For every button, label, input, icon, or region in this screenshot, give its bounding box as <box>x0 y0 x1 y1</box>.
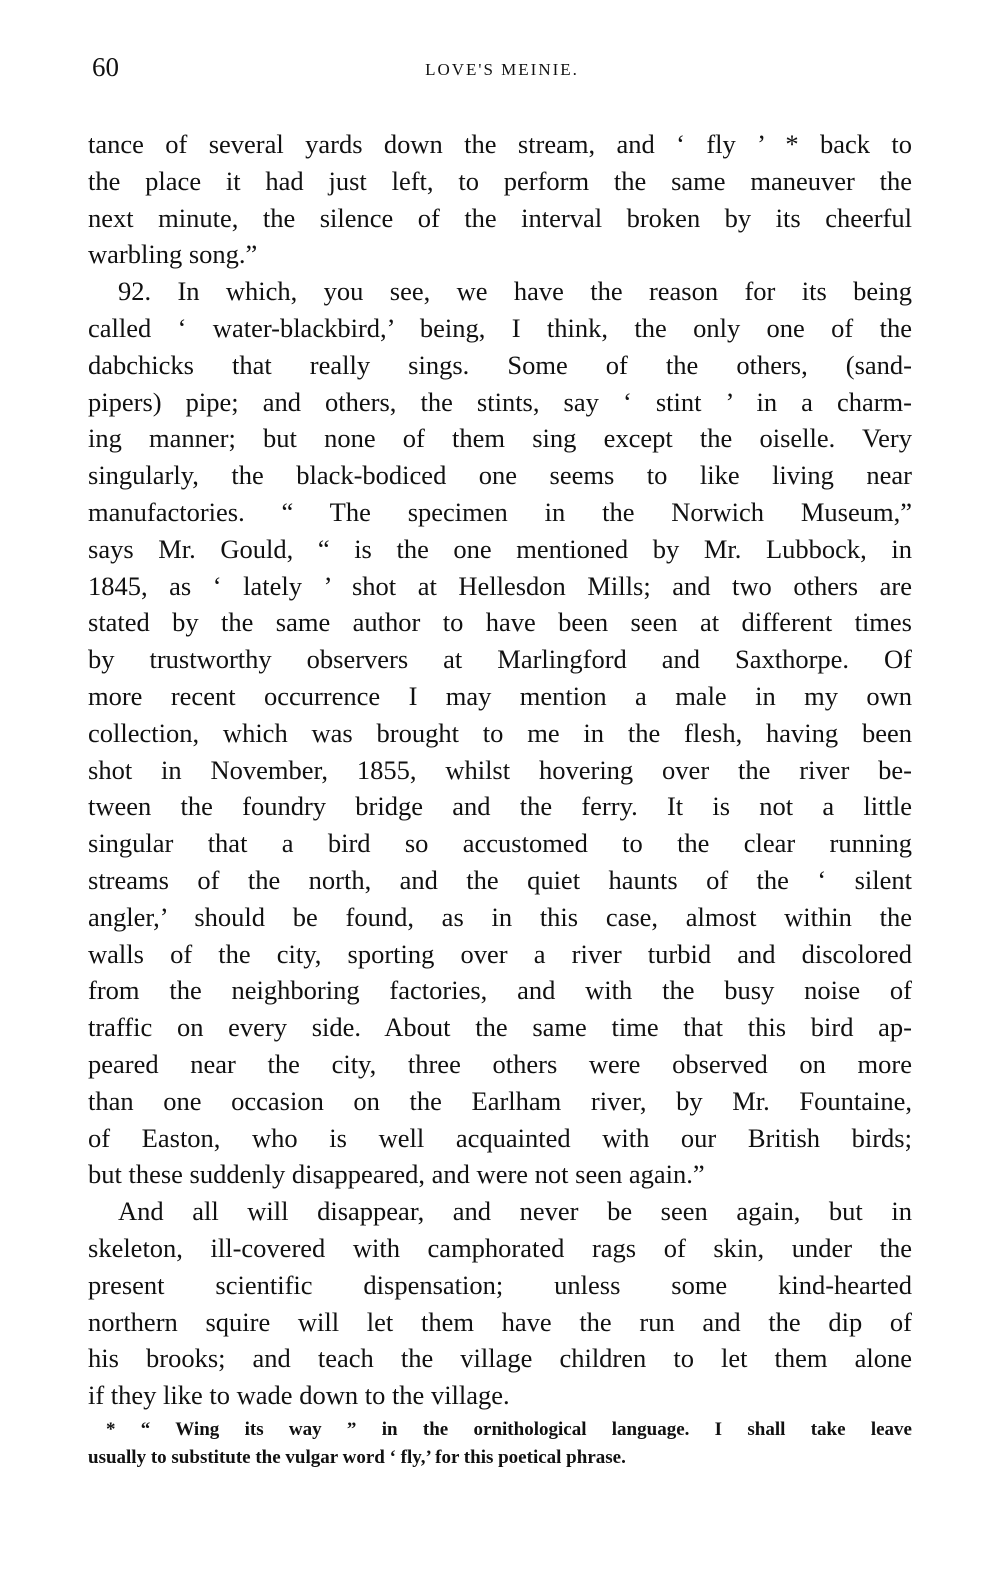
text-line: skeleton, ill-covered with camphorated rags of skin, under the <box>88 1232 912 1263</box>
text-line: manufactories. “ The specimen in the Norwich Museum,” <box>88 496 912 527</box>
text-line: 1845, as ‘ lately ’ shot at Hellesdon Mills; and two others are <box>88 570 912 601</box>
text-line: streams of the north, and the quiet haunts of the ‘ silent <box>88 864 912 895</box>
footnote-line: usually to substitute the vulgar word ‘ fly,’ for this poetical phrase. <box>88 1447 626 1468</box>
running-head: LOVE'S MEINIE. <box>425 60 579 79</box>
text-line: And all will disappear, and never be seen again, but in <box>118 1196 912 1227</box>
text-line: more recent occurrence I may mention a male in my own <box>88 680 912 711</box>
page-number: 60 <box>92 52 119 82</box>
text-line: but these suddenly disappeared, and were not seen again.” <box>88 1159 705 1190</box>
footnote-line: * “ Wing its way ” in the ornithological language. I shall take leave <box>106 1419 912 1440</box>
text-line: shot in November, 1855, whilst hovering over the river be- <box>88 754 912 785</box>
footnote <box>88 1416 912 1472</box>
text-line: pipers) pipe; and others, the stints, say ‘ stint ’ in a charm- <box>88 386 912 417</box>
text-line: peared near the city, three others were observed on more <box>88 1048 912 1079</box>
text-line: northern squire will let them have the run and the dip of <box>88 1306 912 1337</box>
text-line: the place it had just left, to perform the same maneuver the <box>88 165 912 196</box>
text-line: dabchicks that really sings. Some of the others, (sand- <box>88 349 912 380</box>
body-text <box>88 126 912 1414</box>
text-line: traffic on every side. About the same time that this bird ap- <box>88 1012 912 1043</box>
text-line: tance of several yards down the stream, and ‘ fly ’ * back to <box>88 129 912 159</box>
text-line: next minute, the silence of the interval broken by its cheerful <box>88 202 912 233</box>
text-line: angler,’ should be found, as in this case, almost within the <box>88 901 912 932</box>
text-line: tween the foundry bridge and the ferry. It is not a little <box>88 791 912 822</box>
text-line: from the neighboring factories, and with the busy noise of <box>88 975 912 1006</box>
text-line: 92. In which, you see, we have the reason for its being <box>118 276 912 307</box>
text-line: called ‘ water-blackbird,’ being, I think, the only one of the <box>88 312 912 343</box>
text-line: collection, which was brought to me in the flesh, having been <box>88 717 912 748</box>
text-line: warbling song.” <box>88 239 258 270</box>
text-line: says Mr. Gould, “ is the one mentioned by Mr. Lubbock, in <box>88 533 912 564</box>
text-line: by trustworthy observers at Marlingford and Saxthorpe. Of <box>88 644 912 675</box>
text-line: singular that a bird so accustomed to the clear running <box>88 828 912 859</box>
text-line: of Easton, who is well acquainted with our British birds; <box>88 1122 912 1153</box>
text-line: his brooks; and teach the village children to let them alone <box>88 1343 912 1374</box>
page-header <box>92 52 912 92</box>
text-line: if they like to wade down to the village. <box>88 1380 510 1411</box>
text-line: walls of the city, sporting over a river turbid and discolored <box>88 938 912 969</box>
text-line: present scientific dispensation; unless some kind-hearted <box>88 1269 912 1300</box>
text-line: ing manner; but none of them sing except the oiselle. Very <box>88 423 912 454</box>
text-line: stated by the same author to have been seen at different times <box>88 607 912 638</box>
text-line: than one occasion on the Earlham river, by Mr. Fountaine, <box>88 1085 912 1116</box>
text-line: singularly, the black-bodiced one seems to like living near <box>88 460 912 491</box>
